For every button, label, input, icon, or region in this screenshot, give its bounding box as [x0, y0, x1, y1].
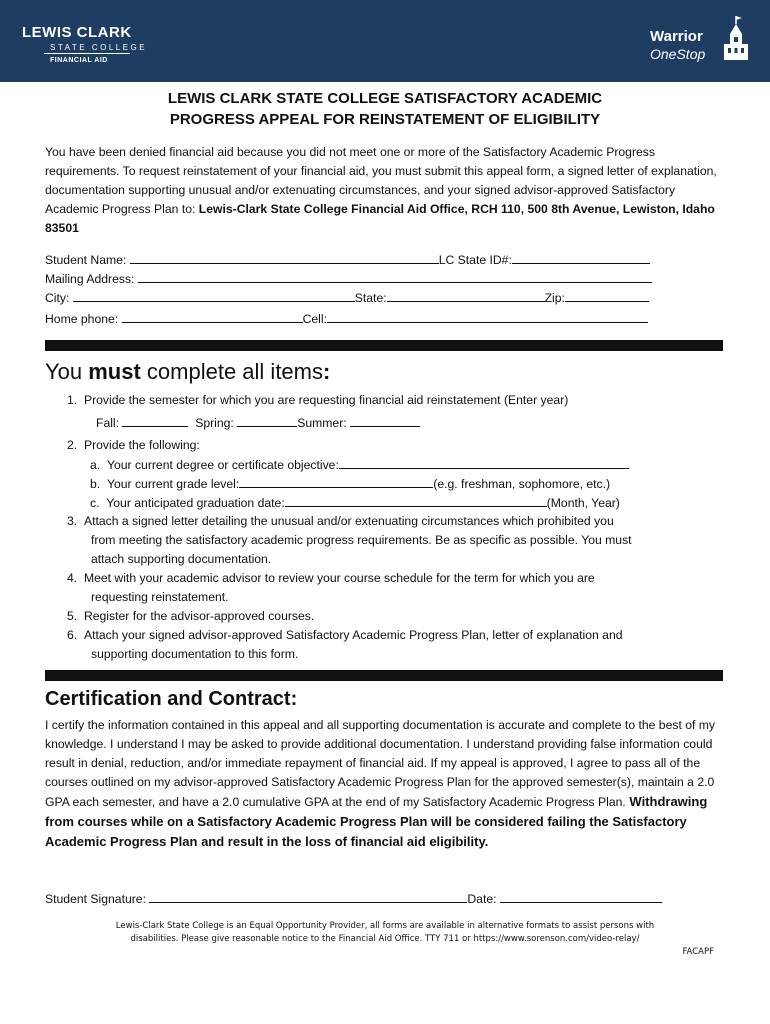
- item1-text: Provide the semester for which you are requesting financial aid reinstatement (Enter year): [83, 393, 569, 407]
- fall-label: Fall:: [96, 416, 120, 430]
- cell-field[interactable]: [327, 309, 648, 323]
- item6-line1: Attach your signed advisor-approved Satisfactory Academic Progress Plan, letter of explanation and: [83, 628, 623, 642]
- building-icon: [722, 14, 750, 62]
- lc-state-id-label: LC State ID#:: [438, 253, 512, 267]
- footer-line1: Lewis-Clark State College is an Equal Opportunity Provider, all forms are available in alternative formats to assist persons with: [115, 921, 655, 931]
- fall-field[interactable]: [122, 413, 188, 427]
- lcsc-financial-aid-logo: [18, 14, 158, 66]
- certification-heading: Certification and Contract:: [45, 688, 298, 710]
- item4-line1: Meet with your academic advisor to review your course schedule for the term for which you are: [83, 571, 595, 585]
- heading-colon: :: [323, 359, 331, 384]
- item6-line2: supporting documentation to this form.: [91, 647, 299, 661]
- spring-field[interactable]: [237, 413, 297, 427]
- section-divider-1: [45, 340, 723, 351]
- mailing-address-label: Mailing Address:: [45, 272, 135, 286]
- form-title-line2: PROGRESS APPEAL FOR REINSTATEMENT OF ELIGIBILITY: [169, 111, 601, 128]
- certification-paragraph: [45, 716, 723, 852]
- state-label: State:: [354, 291, 387, 305]
- date-label: Date:: [467, 892, 497, 906]
- logo-rule: [44, 53, 130, 54]
- logo-line3: FINANCIAL AID: [50, 57, 108, 64]
- list-item-2b: b. Your current grade level: (e.g. freshman, sophomore, etc.): [90, 474, 610, 494]
- zip-label: Zip:: [544, 291, 565, 305]
- student-name-label: Student Name:: [45, 253, 127, 267]
- certification-text: I certify the information contained in this appeal and all supporting documentation is accurate and complete to the best of my knowledge. I understand I may be asked to provide additional documentation. I understand providing false information could result in denial, reduction, and/or immediate repayment of financial aid. If my appeal is approved, I agree to pass all of the courses outlined on my advisor-approved Satisfactory Academic Progress Plan for the approved semester(s), maintain a 2.0 GPA each semester, and have a 2.0 cumulative GPA at the end of my Satisfactory Academic Progress Plan.: [45, 718, 716, 809]
- logo-right-line2: OneStop: [650, 46, 706, 62]
- summer-label: Summer:: [297, 416, 347, 430]
- list-item-2: 2. Provide the following:: [67, 438, 200, 452]
- cell-label: Cell:: [302, 312, 327, 326]
- summer-field[interactable]: [350, 413, 420, 427]
- item2c-hint: (Month, Year): [546, 496, 620, 510]
- state-field[interactable]: [387, 288, 545, 302]
- list-item-5: 5. Register for the advisor-approved courses.: [67, 609, 315, 623]
- logo-right-line1: Warrior: [650, 28, 703, 45]
- section1-heading: [45, 359, 330, 385]
- footer-line2: disabilities. Please give reasonable notice to the Financial Aid Office. TTY 711 or https://www.sorenson.com/video-relay/: [130, 934, 640, 944]
- city-row: [45, 288, 649, 308]
- item2-text: Provide the following:: [83, 438, 200, 452]
- city-field[interactable]: [73, 288, 355, 302]
- semester-row: [96, 413, 420, 433]
- header-banner: [0, 0, 770, 82]
- list-item-2a: a. Your current degree or certificate objective:: [90, 455, 629, 475]
- home-phone-field[interactable]: [122, 309, 303, 323]
- logo-line2: STATE COLLEGE: [50, 43, 148, 52]
- list-item-4: 4. Meet with your academic advisor to review your course schedule for the term for which you are: [67, 571, 595, 585]
- student-name-row: [45, 250, 650, 270]
- item2b-text: Your current grade level:: [106, 477, 240, 491]
- item5-text: Register for the advisor-approved courses.: [83, 609, 315, 623]
- home-phone-label: Home phone:: [45, 312, 119, 326]
- item4-line2: requesting reinstatement.: [91, 590, 229, 604]
- certification-bold-text: Withdrawing from courses while on a Satisfactory Academic Progress Plan will be considered failing the Satisfactory Academic Progress Plan and result in the loss of financial aid eligibility.: [45, 794, 708, 849]
- item2b-hint: (e.g. freshman, sophomore, etc.): [433, 477, 611, 491]
- intro-address: Lewis-Clark State College Financial Aid Office, RCH 110, 500 8th Avenue, Lewiston, Idaho 83501: [45, 202, 715, 235]
- date-field[interactable]: [500, 889, 662, 903]
- mailing-address-field[interactable]: [138, 269, 652, 283]
- list-item-3: 3. Attach a signed letter detailing the unusual and/or extenuating circumstances which prohibited you: [67, 514, 614, 528]
- form-code: FACAPF: [682, 947, 714, 957]
- grade-level-field[interactable]: [239, 474, 433, 488]
- heading-post: complete all items: [140, 359, 323, 384]
- city-label: City:: [45, 291, 70, 305]
- list-item-2c: c. Your anticipated graduation date: (Month, Year): [90, 493, 620, 513]
- list-item-6: 6. Attach your signed advisor-approved Satisfactory Academic Progress Plan, letter of explanation and: [67, 628, 623, 642]
- logo-line1: LEWIS CLARK: [22, 24, 132, 41]
- heading-pre: You: [45, 359, 89, 384]
- item2a-text: Your current degree or certificate objective:: [106, 458, 339, 472]
- zip-field[interactable]: [565, 288, 649, 302]
- form-title-line1: LEWIS CLARK STATE COLLEGE SATISFACTORY ACADEMIC: [167, 90, 603, 107]
- student-name-field[interactable]: [130, 250, 439, 264]
- mailing-address-row: [45, 269, 652, 289]
- spring-label: Spring:: [195, 416, 234, 430]
- degree-objective-field[interactable]: [339, 455, 629, 469]
- phone-row: [45, 309, 648, 329]
- lc-state-id-field[interactable]: [512, 250, 650, 264]
- item2c-text: Your anticipated graduation date:: [106, 496, 285, 510]
- item3-line3: attach supporting documentation.: [91, 552, 272, 566]
- signature-row: [45, 889, 662, 909]
- list-item-1: 1. Provide the semester for which you are requesting financial aid reinstatement (Enter year): [67, 393, 569, 407]
- item3-line1: Attach a signed letter detailing the unusual and/or extenuating circumstances which prohibited you: [83, 514, 614, 528]
- section-divider-2: [45, 670, 723, 681]
- graduation-date-field[interactable]: [285, 493, 547, 507]
- signature-field[interactable]: [149, 889, 467, 903]
- warrior-onestop-logo: [648, 14, 758, 66]
- signature-label: Student Signature:: [45, 892, 146, 906]
- intro-text: You have been denied financial aid because you did not meet one or more of the Satisfactory Academic Progress requirements. To request reinstatement of your financial aid, you must submit this appeal form, a signed letter of explanation, documentation supporting unusual and/or extenuating circumstances, and your signed advisor-approved Satisfactory Academic Progress Plan to:: [45, 145, 717, 216]
- heading-bold: must: [88, 359, 141, 384]
- intro-paragraph: [45, 143, 725, 238]
- item3-line2: from meeting the satisfactory academic progress requirements. Be as specific as possible. You must: [91, 533, 632, 547]
